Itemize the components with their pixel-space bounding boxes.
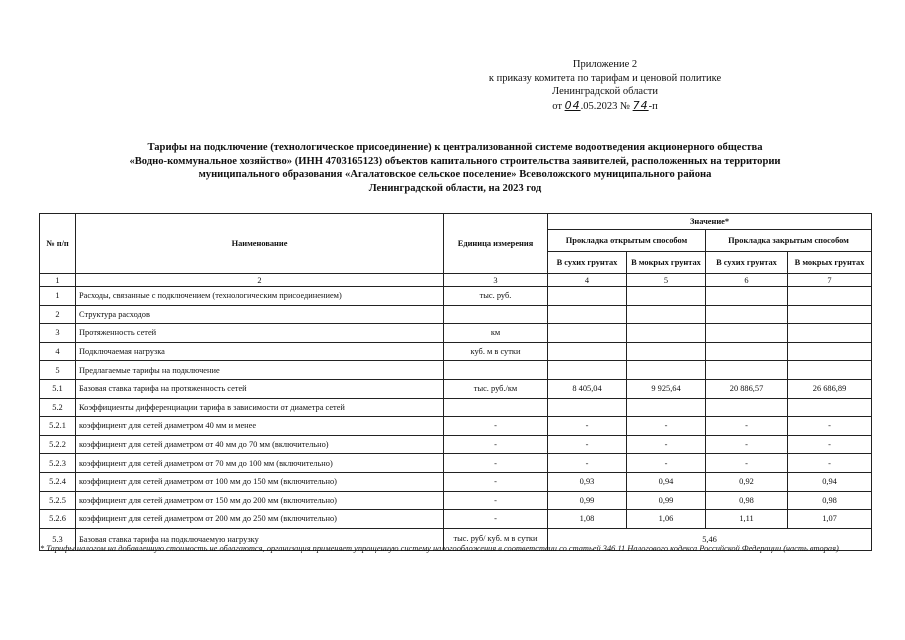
table-row — [40, 435, 872, 454]
value-closed-wet — [788, 324, 872, 343]
value-open-wet — [627, 324, 706, 343]
order-prefix: от — [552, 100, 562, 112]
value-open-dry — [548, 398, 627, 417]
row-name: Предлагаемые тарифы на подключение — [76, 361, 444, 380]
header-value: Значение* — [548, 214, 872, 230]
row-name: коэффициент для сетей диаметром от 150 мм до 200 мм (включительно) — [76, 491, 444, 510]
column-index-row — [40, 274, 872, 287]
row-unit: тыс. руб. — [444, 287, 548, 306]
value-closed-wet — [788, 342, 872, 361]
table-row — [40, 287, 872, 306]
row-num: 1 — [40, 287, 76, 306]
table-row — [40, 472, 872, 491]
row-num: 5.3 — [40, 528, 76, 550]
value-open-wet: 0,94 — [627, 472, 706, 491]
value-open-dry: 1,08 — [548, 510, 627, 529]
value-closed-dry: - — [706, 435, 788, 454]
value-closed-wet: 0,98 — [788, 491, 872, 510]
appendix-order-ref: к приказу комитета по тарифам и ценовой политике — [488, 72, 722, 84]
value-closed-wet: 1,07 — [788, 510, 872, 529]
header-open-dry: В сухих грунтах — [548, 252, 627, 274]
index-cell: 5 — [627, 274, 706, 287]
table-row — [40, 417, 872, 436]
title-line-3: муниципального образования «Агалатовское сельское поселение» Всеволожского муниципального района — [198, 169, 712, 180]
order-number-handwritten: 74 — [632, 98, 649, 112]
table-body — [40, 274, 872, 529]
value-closed-wet — [788, 287, 872, 306]
value-closed-wet — [788, 398, 872, 417]
value-closed-wet: 0,94 — [788, 472, 872, 491]
value-closed-dry: - — [706, 417, 788, 436]
value-closed-wet — [788, 305, 872, 324]
footnote: * Тарифы налогом на добавленную стоимость не облагаются, организация применяет упрощенную систему налогообложения в соответствии со статьей 346.11 Налогового кодекса Российской Федерации (часть вторая). — [40, 544, 841, 553]
value-open-wet — [627, 398, 706, 417]
table-row — [40, 510, 872, 529]
table-row — [40, 305, 872, 324]
value-closed-dry — [706, 361, 788, 380]
row-num: 5.2.2 — [40, 435, 76, 454]
value-closed-wet: - — [788, 454, 872, 473]
table-row — [40, 342, 872, 361]
value-open-wet: 9 925,64 — [627, 379, 706, 398]
order-day-handwritten: 04 — [564, 98, 581, 112]
appendix-order-date — [455, 99, 755, 114]
order-mid: .05.2023 № — [580, 100, 630, 112]
row-name: Базовая ставка тарифа на протяженность сетей — [76, 379, 444, 398]
row-unit: тыс. руб/ куб. м в сутки — [444, 528, 548, 550]
value-closed-dry: 1,11 — [706, 510, 788, 529]
row-unit: - — [444, 491, 548, 510]
row-value: 5,46 — [548, 528, 872, 550]
header-closed-wet: В мокрых грунтах — [788, 252, 872, 274]
header-closed-method: Прокладка закрытым способом — [706, 230, 872, 252]
row-unit: - — [444, 417, 548, 436]
row-name: Базовая ставка тарифа на подключаемую нагрузку — [76, 528, 444, 550]
table-row — [40, 398, 872, 417]
row-num: 5.2.3 — [40, 454, 76, 473]
row-num: 3 — [40, 324, 76, 343]
appendix-region: Ленинградской области — [552, 86, 658, 97]
row-unit: - — [444, 472, 548, 491]
row-num: 5.2.4 — [40, 472, 76, 491]
row-name: Коэффициенты дифференциации тарифа в зависимости от диаметра сетей — [76, 398, 444, 417]
row-unit: куб. м в сутки — [444, 342, 548, 361]
row-num: 2 — [40, 305, 76, 324]
value-open-dry: - — [548, 454, 627, 473]
header-name: Наименование — [76, 214, 444, 274]
table-row — [40, 454, 872, 473]
value-open-wet — [627, 287, 706, 306]
row-num: 5.2.5 — [40, 491, 76, 510]
row-unit: - — [444, 454, 548, 473]
row-name: коэффициент для сетей диаметром от 70 мм до 100 мм (включительно) — [76, 454, 444, 473]
document-title — [40, 141, 870, 195]
title-line-4: Ленинградской области, на 2023 год — [368, 182, 542, 194]
header-num: № п/п — [40, 214, 76, 274]
value-open-wet — [627, 342, 706, 361]
value-open-wet: - — [627, 435, 706, 454]
index-cell: 3 — [444, 274, 548, 287]
value-open-dry — [548, 324, 627, 343]
row-unit: км — [444, 324, 548, 343]
table-row — [40, 361, 872, 380]
header-closed-dry: В сухих грунтах — [706, 252, 788, 274]
value-open-dry: - — [548, 435, 627, 454]
value-open-wet: 0,99 — [627, 491, 706, 510]
value-closed-wet — [788, 361, 872, 380]
row-unit: тыс. руб./км — [444, 379, 548, 398]
value-open-dry — [548, 342, 627, 361]
row-name: Подключаемая нагрузка — [76, 342, 444, 361]
appendix-number: Приложение 2 — [572, 59, 638, 70]
row-num: 5.1 — [40, 379, 76, 398]
value-closed-dry: 0,92 — [706, 472, 788, 491]
index-cell: 6 — [706, 274, 788, 287]
value-closed-dry: 20 886,57 — [706, 379, 788, 398]
row-unit — [444, 398, 548, 417]
value-open-wet: 1,06 — [627, 510, 706, 529]
tariff-table — [39, 213, 872, 551]
value-closed-wet: 26 686,89 — [788, 379, 872, 398]
table-row — [40, 324, 872, 343]
row-unit: - — [444, 435, 548, 454]
header-open-wet: В мокрых грунтах — [627, 252, 706, 274]
value-closed-dry: 0,98 — [706, 491, 788, 510]
index-cell: 1 — [40, 274, 76, 287]
value-open-dry: 8 405,04 — [548, 379, 627, 398]
value-closed-dry — [706, 287, 788, 306]
index-cell: 7 — [788, 274, 872, 287]
table-row — [40, 491, 872, 510]
title-line-2: «Водно-коммунальное хозяйство» (ИНН 4703165123) объектов капитального строительства заявителей, расположенных на территории — [129, 155, 781, 167]
row-name: коэффициент для сетей диаметром 40 мм и менее — [76, 417, 444, 436]
row-name: Структура расходов — [76, 305, 444, 324]
value-open-wet: - — [627, 417, 706, 436]
header-unit: Единица измерения — [444, 214, 548, 274]
value-closed-dry — [706, 324, 788, 343]
row-name: Расходы, связанные с подключением (технологическим присоединением) — [76, 287, 444, 306]
row-unit — [444, 361, 548, 380]
value-closed-dry: - — [706, 454, 788, 473]
value-closed-dry — [706, 342, 788, 361]
value-open-wet — [627, 361, 706, 380]
value-open-dry — [548, 305, 627, 324]
row-num: 5.2.6 — [40, 510, 76, 529]
header-open-method: Прокладка открытым способом — [548, 230, 706, 252]
value-open-dry — [548, 287, 627, 306]
row-num: 5.2.1 — [40, 417, 76, 436]
value-open-dry — [548, 361, 627, 380]
value-closed-dry — [706, 398, 788, 417]
row-num: 5 — [40, 361, 76, 380]
row-num: 4 — [40, 342, 76, 361]
index-cell: 4 — [548, 274, 627, 287]
table-row — [40, 379, 872, 398]
row-unit: - — [444, 510, 548, 529]
value-closed-wet: - — [788, 435, 872, 454]
title-line-1: Тарифы на подключение (технологическое присоединение) к централизованной системе водоотведения акционерного общества — [147, 142, 763, 153]
value-closed-dry — [706, 305, 788, 324]
row-name: коэффициент для сетей диаметром от 40 мм до 70 мм (включительно) — [76, 435, 444, 454]
value-open-dry: - — [548, 417, 627, 436]
value-open-wet — [627, 305, 706, 324]
index-cell: 2 — [76, 274, 444, 287]
value-closed-wet: - — [788, 417, 872, 436]
value-open-dry: 0,93 — [548, 472, 627, 491]
order-suffix: -п — [648, 100, 658, 112]
row-name: Протяженность сетей — [76, 324, 444, 343]
value-open-dry: 0,99 — [548, 491, 627, 510]
value-open-wet: - — [627, 454, 706, 473]
appendix-header — [455, 58, 755, 113]
row-unit — [444, 305, 548, 324]
row-name: коэффициент для сетей диаметром от 200 мм до 250 мм (включительно) — [76, 510, 444, 529]
row-name: коэффициент для сетей диаметром от 100 мм до 150 мм (включительно) — [76, 472, 444, 491]
row-num: 5.2 — [40, 398, 76, 417]
